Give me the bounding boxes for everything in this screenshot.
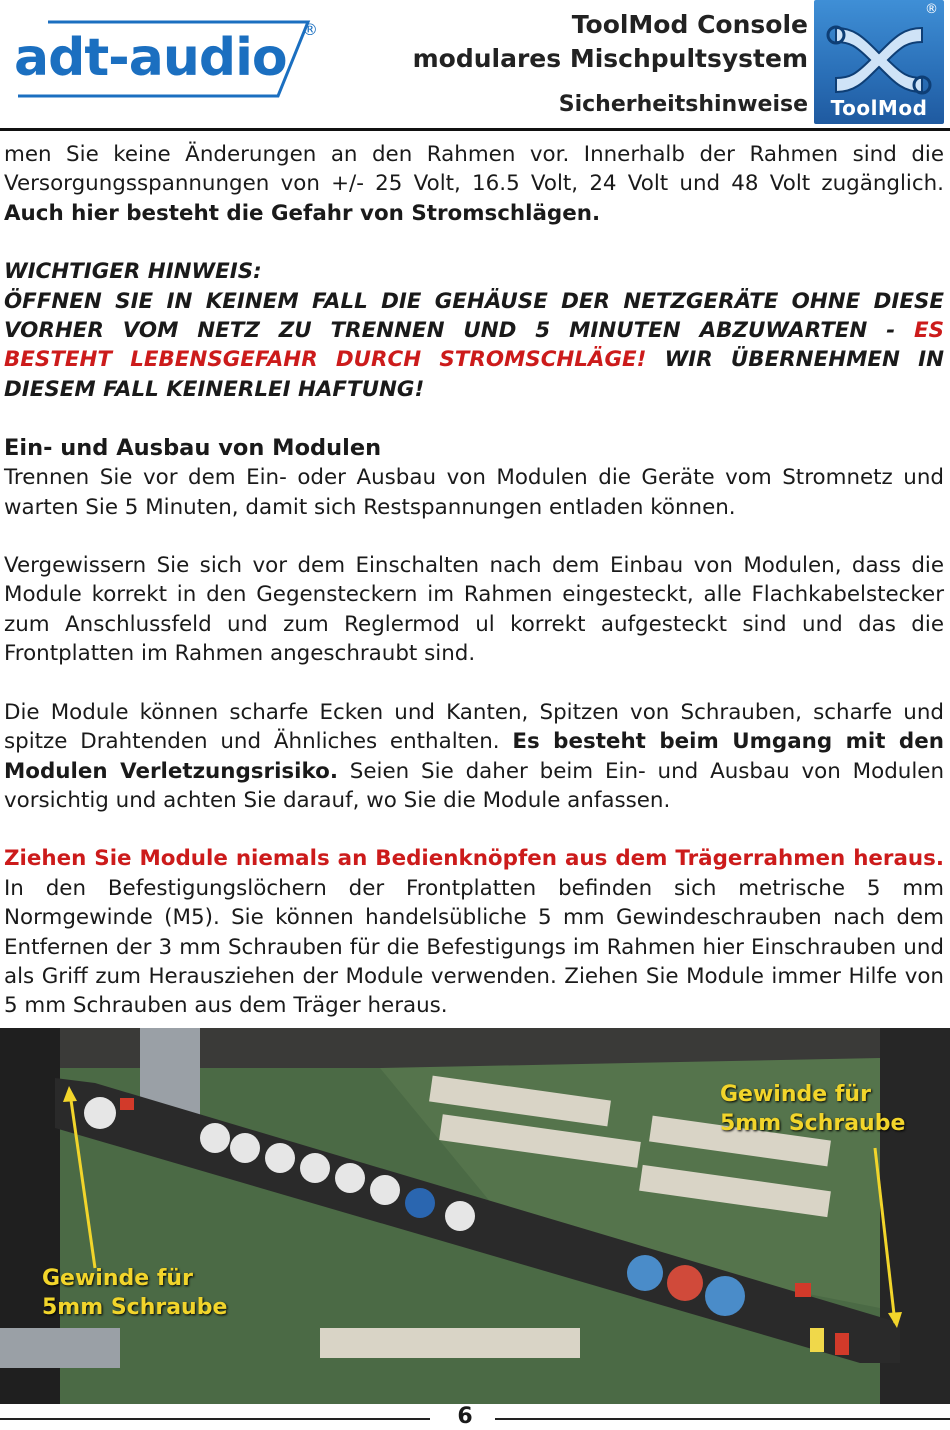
important-notice-danger: ES BESTEHT LEBENSGEFAHR DURCH STROMSCHLÄGE!	[4, 318, 944, 373]
adt-audio-logo	[8, 14, 318, 104]
paragraph-frame-voltages	[4, 140, 944, 228]
section-heading: Ein- und Ausbau von Modulen	[4, 435, 382, 462]
photo-label-left	[42, 1264, 227, 1322]
important-notice-title: WICHTIGER HINWEIS:	[4, 259, 262, 285]
paragraph-disconnect: Trennen Sie vor dem Ein- oder Ausbau von Modulen die Geräte vom Stromnetz und warten Sie 5 Minuten, damit sich Restspannungen entladen können.	[4, 465, 944, 520]
frame-voltages-text: men Sie keine Änderungen an den Rahmen vor. Innerhalb der Rahmen sind die Versorgungsspannungen von +/- 25 Volt, 16.5 Volt, 24 Volt und 48 Volt zugänglich.	[4, 142, 944, 197]
doc-subtitle: modulares Mischpultsystem	[412, 44, 808, 73]
footer-rule-left	[0, 1418, 430, 1420]
important-notice-text: ÖFFNEN SIE IN KEINEM FALL DIE GEHÄUSE DER NETZGERÄTE OHNE DIESE VORHER VOM NETZ ZU TRENNEN UND 5 MINUTEN ABZUWARTEN -	[4, 288, 944, 344]
toolmod-emblem-icon	[814, 6, 944, 101]
removal-warning-red: Ziehen Sie Module niemals an Bedienknöpfen aus dem Trägerrahmen heraus.	[4, 846, 944, 872]
toolmod-registered: ®	[925, 2, 938, 17]
photo-label-right	[720, 1080, 905, 1138]
important-notice-liability: WIR ÜBERNEHMEN IN DIESEM FALL KEINERLEI HAFTUNG!	[4, 347, 945, 402]
toolmod-logo-text: ToolMod	[830, 96, 928, 120]
photo-label-right-line1: Gewinde für	[720, 1082, 871, 1107]
injury-risk-text: Die Module können scharfe Ecken und Kanten, Spitzen von Schrauben, scharfe und spitze Drahtenden und Ähnliches enthalten.	[4, 699, 944, 755]
module-photo	[0, 1028, 950, 1404]
paragraph-removal	[4, 844, 944, 1020]
important-notice	[4, 257, 944, 404]
doc-title: ToolMod Console	[571, 10, 808, 39]
paragraph-installation-check: Vergewissern Sie sich vor dem Einschalten nach dem Einbau von Modulen, dass die Module korrekt in den Gegensteckern im Rahmen eingesteckt, alle Flachkabelstecker zum Anschlussfeld und zum Reglermod ul korrekt aufgesteckt sind und das die Frontplatten im Rahmen angeschraubt sind.	[4, 553, 944, 667]
photo-label-left-line2: 5mm Schraube	[42, 1295, 228, 1320]
removal-instructions: In den Befestigungslöchern der Frontplatten befinden sich metrische 5 mm Normgewinde (M5). Sie können handelsübliche 5 mm Gewindeschrauben nach dem Entfernen der 3 mm Schrauben für die Befestigungs im Rahmen hier Einschrauben und als Griff zum Herausziehen der Module verwenden. Ziehen Sie Module immer Hilfe von 5 mm Schrauben aus dem Träger heraus.	[4, 875, 944, 1019]
photo-label-right-line2: 5mm Schraube	[720, 1111, 906, 1136]
logo-registered: ®	[302, 20, 318, 39]
injury-risk-end: Seien Sie daher beim Ein- und Ausbau von Modulen vorsichtig und achten Sie darauf, wo Sie die Module anfassen.	[4, 758, 944, 813]
toolmod-logo	[814, 0, 944, 124]
section-title: Sicherheitshinweise	[558, 92, 808, 117]
page-body	[4, 140, 944, 1050]
footer-rule-right	[495, 1418, 950, 1420]
injury-risk-bold: Es besteht beim Umgang mit den Modulen Verletzungsrisiko.	[4, 729, 944, 784]
photo-label-left-line1: Gewinde für	[42, 1266, 193, 1291]
shock-warning-bold: Auch hier besteht die Gefahr von Stromschlägen.	[4, 200, 601, 226]
header-rule	[0, 128, 950, 131]
paragraph-injury-risk	[4, 698, 944, 816]
logo-wordmark: adt-audio	[14, 28, 287, 88]
page-header	[0, 0, 950, 130]
page-number: 6	[457, 1404, 473, 1429]
